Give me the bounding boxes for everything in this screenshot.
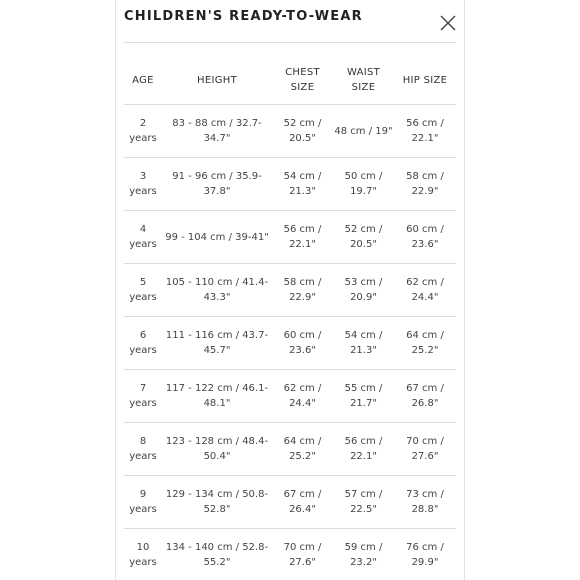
cell-height: 123 - 128 cm / 48.4- 50.4"	[162, 423, 272, 476]
cell-height: 111 - 116 cm / 43.7- 45.7"	[162, 317, 272, 370]
cell-waist-size: 48 cm / 19"	[333, 105, 394, 158]
cell-height: 99 - 104 cm / 39-41"	[162, 211, 272, 264]
cell-height: 134 - 140 cm / 52.8- 55.2"	[162, 529, 272, 580]
cell-chest-size: 62 cm / 24.4"	[272, 370, 333, 423]
cell-age: 2 years	[124, 105, 162, 158]
header-waist-size: WAIST SIZE	[333, 56, 394, 105]
size-chart-table	[124, 56, 456, 580]
table-row	[124, 211, 456, 264]
close-button[interactable]	[439, 14, 457, 32]
cell-waist-size: 52 cm / 20.5"	[333, 211, 394, 264]
table-row	[124, 423, 456, 476]
cell-age: 4 years	[124, 211, 162, 264]
cell-hip-size: 64 cm / 25.2"	[394, 317, 456, 370]
table-header-row	[124, 56, 456, 105]
close-icon	[439, 14, 457, 32]
cell-hip-size: 70 cm / 27.6"	[394, 423, 456, 476]
cell-age: 10 years	[124, 529, 162, 580]
cell-waist-size: 57 cm / 22.5"	[333, 476, 394, 529]
header-height: HEIGHT	[162, 56, 272, 105]
size-guide-modal	[115, 0, 465, 580]
cell-age: 6 years	[124, 317, 162, 370]
table-row	[124, 105, 456, 158]
cell-chest-size: 67 cm / 26.4"	[272, 476, 333, 529]
table-row	[124, 264, 456, 317]
cell-chest-size: 60 cm / 23.6"	[272, 317, 333, 370]
cell-age: 8 years	[124, 423, 162, 476]
cell-chest-size: 56 cm / 22.1"	[272, 211, 333, 264]
cell-chest-size: 70 cm / 27.6"	[272, 529, 333, 580]
cell-chest-size: 64 cm / 25.2"	[272, 423, 333, 476]
cell-waist-size: 55 cm / 21.7"	[333, 370, 394, 423]
cell-chest-size: 58 cm / 22.9"	[272, 264, 333, 317]
cell-hip-size: 73 cm / 28.8"	[394, 476, 456, 529]
table-row	[124, 158, 456, 211]
table-row	[124, 370, 456, 423]
modal-title: CHILDREN'S READY-TO-WEAR	[124, 9, 363, 24]
cell-age: 9 years	[124, 476, 162, 529]
cell-height: 105 - 110 cm / 41.4- 43.3"	[162, 264, 272, 317]
cell-hip-size: 62 cm / 24.4"	[394, 264, 456, 317]
cell-waist-size: 54 cm / 21.3"	[333, 317, 394, 370]
header-hip-size: HIP SIZE	[394, 56, 456, 105]
cell-waist-size: 53 cm / 20.9"	[333, 264, 394, 317]
cell-waist-size: 56 cm / 22.1"	[333, 423, 394, 476]
cell-chest-size: 54 cm / 21.3"	[272, 158, 333, 211]
cell-waist-size: 50 cm / 19.7"	[333, 158, 394, 211]
cell-hip-size: 76 cm / 29.9"	[394, 529, 456, 580]
cell-height: 91 - 96 cm / 35.9-37.8"	[162, 158, 272, 211]
cell-age: 3 years	[124, 158, 162, 211]
cell-age: 5 years	[124, 264, 162, 317]
table-row	[124, 529, 456, 580]
cell-waist-size: 59 cm / 23.2"	[333, 529, 394, 580]
header-chest-size: CHEST SIZE	[272, 56, 333, 105]
table-row	[124, 317, 456, 370]
cell-hip-size: 58 cm / 22.9"	[394, 158, 456, 211]
cell-height: 117 - 122 cm / 46.1- 48.1"	[162, 370, 272, 423]
table-row	[124, 476, 456, 529]
header-age: AGE	[124, 56, 162, 105]
cell-hip-size: 56 cm / 22.1"	[394, 105, 456, 158]
cell-chest-size: 52 cm / 20.5"	[272, 105, 333, 158]
cell-age: 7 years	[124, 370, 162, 423]
cell-height: 83 - 88 cm / 32.7-34.7"	[162, 105, 272, 158]
cell-height: 129 - 134 cm / 50.8- 52.8"	[162, 476, 272, 529]
cell-hip-size: 67 cm / 26.8"	[394, 370, 456, 423]
cell-hip-size: 60 cm / 23.6"	[394, 211, 456, 264]
title-divider	[124, 42, 456, 43]
